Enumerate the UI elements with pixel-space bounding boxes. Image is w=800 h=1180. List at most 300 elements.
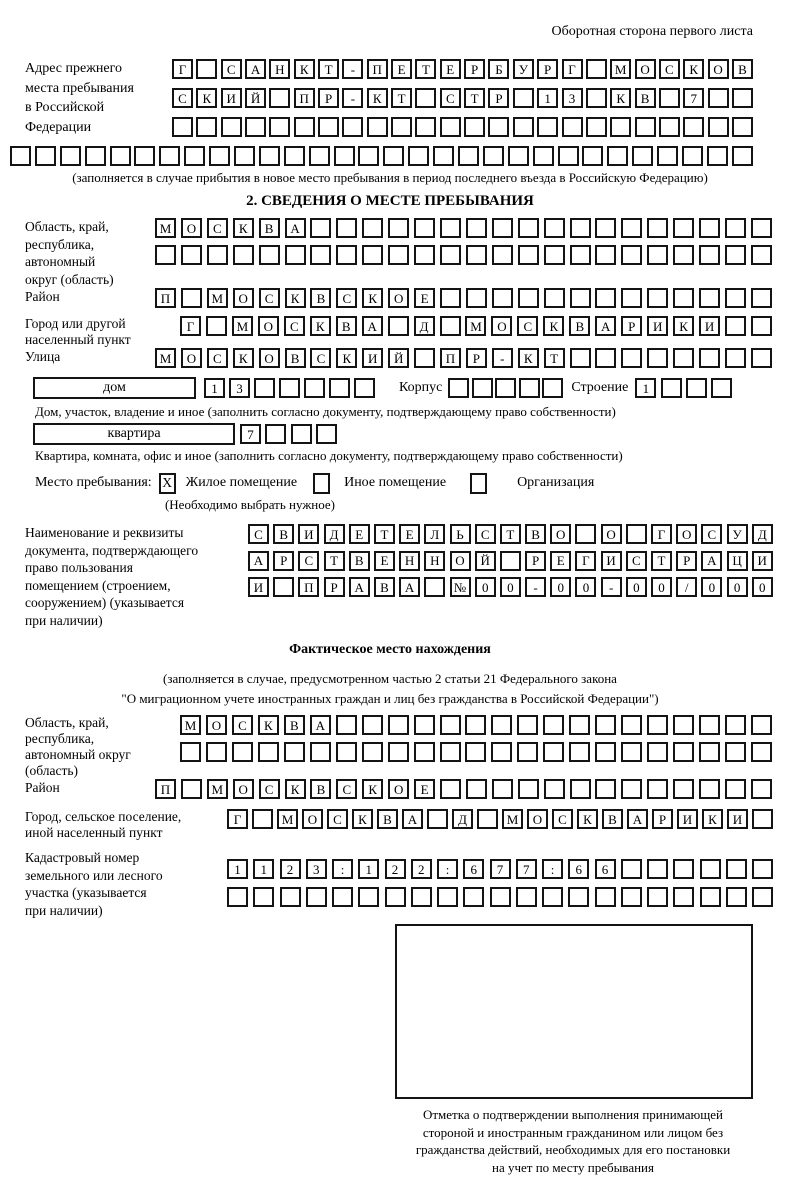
form-cell [699, 348, 720, 368]
form-cell [519, 378, 540, 398]
form-cell: Г [575, 551, 596, 571]
form-cell: О [450, 551, 471, 571]
form-cell: У [513, 59, 534, 79]
form-cell: К [683, 59, 704, 79]
form-cell: М [180, 715, 201, 735]
form-cell [626, 524, 647, 544]
form-cell [448, 378, 469, 398]
form-cell [155, 245, 176, 265]
form-cell [466, 218, 487, 238]
form-cell [732, 117, 753, 137]
form-cell: О [676, 524, 697, 544]
form-cell: Г [651, 524, 672, 544]
fact-city-block [0, 809, 800, 841]
form-cell [440, 288, 461, 308]
form-cell [647, 887, 668, 907]
form-cell [252, 809, 273, 829]
form-cell: И [362, 348, 383, 368]
form-cell [595, 288, 616, 308]
prev-address-label: Адрес прежнего места пребывания в Российской Федерации [25, 61, 134, 135]
form-cell [329, 378, 350, 398]
form-cell: Р [676, 551, 697, 571]
form-cell [336, 715, 357, 735]
form-cell [659, 88, 680, 108]
form-cell: Н [269, 59, 290, 79]
form-cell [543, 742, 564, 762]
form-cell [673, 859, 694, 879]
region-row-2 [155, 245, 772, 265]
form-cell [751, 742, 772, 762]
form-cell: Т [544, 348, 565, 368]
form-cell [227, 887, 248, 907]
form-cell: В [525, 524, 546, 544]
form-cell [458, 146, 479, 166]
form-cell [732, 88, 753, 108]
form-cell [336, 742, 357, 762]
form-cell: К [352, 809, 373, 829]
form-cell: К [196, 88, 217, 108]
form-cell [265, 424, 286, 444]
form-cell: Е [349, 524, 370, 544]
apartment-row [33, 423, 800, 445]
form-cell [751, 288, 772, 308]
form-cell [483, 146, 504, 166]
form-cell: - [342, 88, 363, 108]
form-cell: : [332, 859, 353, 879]
form-cell: 6 [463, 859, 484, 879]
form-cell [414, 348, 435, 368]
form-cell: И [677, 809, 698, 829]
region-block [0, 218, 800, 288]
form-cell: 1 [227, 859, 248, 879]
form-cell: : [542, 859, 563, 879]
form-cell: О [258, 316, 279, 336]
form-cell [661, 378, 682, 398]
form-cell: К [577, 809, 598, 829]
form-cell [492, 245, 513, 265]
form-cell [388, 218, 409, 238]
form-cell: - [525, 577, 546, 597]
cadastre-label: Кадастровый номер земельного или лесного участка (указывается при наличии) [25, 850, 163, 918]
form-cell [306, 887, 327, 907]
form-cell: А [248, 551, 269, 571]
form-cell [284, 146, 305, 166]
form-cell [582, 146, 603, 166]
form-cell [232, 742, 253, 762]
form-cell [492, 288, 513, 308]
form-cell [362, 218, 383, 238]
apartment-caption: Квартира, комната, офис и иное (заполнить согласно документу, подтверждающему право собственности) [35, 448, 623, 463]
form-cell: В [732, 59, 753, 79]
form-cell [725, 742, 746, 762]
form-cell: 7 [490, 859, 511, 879]
page-side-note: Оборотная сторона первого листа [551, 24, 753, 39]
checkbox-organization [470, 473, 487, 494]
form-cell: К [362, 288, 383, 308]
form-cell [517, 715, 538, 735]
form-cell: К [233, 218, 254, 238]
form-cell: А [701, 551, 722, 571]
form-cell [569, 742, 590, 762]
form-cell [408, 146, 429, 166]
form-cell [569, 715, 590, 735]
form-cell [518, 218, 539, 238]
form-cell [513, 117, 534, 137]
form-cell [440, 218, 461, 238]
form-cell [610, 117, 631, 137]
form-cell: О [259, 348, 280, 368]
form-cell: 0 [575, 577, 596, 597]
form-cell: А [349, 577, 370, 597]
form-cell [269, 88, 290, 108]
form-cell [621, 288, 642, 308]
form-cell: С [259, 779, 280, 799]
fact-region-grid [180, 715, 772, 762]
form-cell [542, 378, 563, 398]
form-cell [291, 424, 312, 444]
form-cell [595, 779, 616, 799]
form-cell [209, 146, 230, 166]
form-cell [647, 288, 668, 308]
form-cell: 2 [385, 859, 406, 879]
form-cell: - [492, 348, 513, 368]
form-cell [388, 245, 409, 265]
form-cell: С [221, 59, 242, 79]
form-cell [415, 117, 436, 137]
form-cell [752, 809, 773, 829]
prev-address-row-3 [172, 117, 753, 137]
form-cell [595, 245, 616, 265]
form-cell: М [207, 779, 228, 799]
form-cell [659, 117, 680, 137]
house-cells [204, 378, 375, 398]
form-cell [570, 348, 591, 368]
form-cell [562, 117, 583, 137]
form-cell: № [450, 577, 471, 597]
form-cell: В [349, 551, 370, 571]
form-cell: И [221, 88, 242, 108]
form-cell: О [233, 288, 254, 308]
form-cell [513, 88, 534, 108]
prev-address-row-2 [172, 88, 753, 108]
form-cell: С [310, 348, 331, 368]
form-cell: - [601, 577, 622, 597]
checkbox-living-quarters: X [159, 473, 176, 494]
form-cell: К [518, 348, 539, 368]
street-block [0, 348, 800, 368]
form-cell [595, 218, 616, 238]
form-cell [490, 887, 511, 907]
form-cell [332, 887, 353, 907]
form-cell [304, 378, 325, 398]
form-cell [700, 859, 721, 879]
form-cell: А [362, 316, 383, 336]
form-cell: 0 [500, 577, 521, 597]
form-cell: Г [180, 316, 201, 336]
form-cell: М [155, 348, 176, 368]
form-cell [751, 779, 772, 799]
form-cell: Т [391, 88, 412, 108]
form-cell [358, 146, 379, 166]
form-cell [466, 245, 487, 265]
form-cell: Й [475, 551, 496, 571]
form-cell [181, 779, 202, 799]
form-cell [342, 117, 363, 137]
form-cell: Л [424, 524, 445, 544]
prev-address-row-1 [172, 59, 753, 79]
form-cell [621, 245, 642, 265]
form-cell [383, 146, 404, 166]
stamp-box [395, 924, 753, 1099]
form-cell: А [402, 809, 423, 829]
form-cell [673, 348, 694, 368]
form-cell [259, 245, 280, 265]
form-cell: 1 [635, 378, 656, 398]
form-cell: Й [245, 88, 266, 108]
form-cell: С [327, 809, 348, 829]
form-cell: Г [562, 59, 583, 79]
house-caption: Дом, участок, владение и иное (заполнить согласно документу, подтверждающему право собственности) [35, 404, 616, 419]
form-cell: П [294, 88, 315, 108]
form-cell [673, 218, 694, 238]
form-cell: О [206, 715, 227, 735]
form-cell: О [601, 524, 622, 544]
form-cell: П [298, 577, 319, 597]
form-cell [518, 288, 539, 308]
form-cell [316, 424, 337, 444]
form-cell [586, 59, 607, 79]
form-cell: К [310, 316, 331, 336]
form-cell: В [374, 577, 395, 597]
form-cell [477, 809, 498, 829]
fact-district-block [0, 779, 800, 799]
form-cell: Т [374, 524, 395, 544]
form-cell: С [626, 551, 647, 571]
form-cell: 2 [411, 859, 432, 879]
fact-region-row-2 [180, 742, 772, 762]
fact-region-block [0, 715, 800, 779]
form-cell: В [602, 809, 623, 829]
section2-title: 2. СВЕДЕНИЯ О МЕСТЕ ПРЕБЫВАНИЯ [246, 193, 534, 209]
fact-district-row [155, 779, 772, 799]
form-cell [518, 779, 539, 799]
form-cell [440, 245, 461, 265]
form-cell: С [172, 88, 193, 108]
form-cell: С [232, 715, 253, 735]
form-cell [708, 88, 729, 108]
form-cell [440, 117, 461, 137]
fact-city-row [227, 809, 773, 829]
form-cell [310, 742, 331, 762]
form-cell [595, 742, 616, 762]
form-cell [621, 218, 642, 238]
form-cell: К [233, 348, 254, 368]
form-cell: К [285, 288, 306, 308]
form-cell: С [336, 779, 357, 799]
form-cell [463, 887, 484, 907]
form-cell: Н [424, 551, 445, 571]
form-cell [751, 715, 772, 735]
form-cell: И [601, 551, 622, 571]
form-cell [544, 288, 565, 308]
form-cell [518, 245, 539, 265]
form-cell [294, 117, 315, 137]
form-cell [543, 715, 564, 735]
form-cell: Р [464, 59, 485, 79]
form-cell [586, 117, 607, 137]
form-cell: Т [464, 88, 485, 108]
form-cell: Р [273, 551, 294, 571]
form-cell: С [207, 348, 228, 368]
form-cell: С [259, 288, 280, 308]
form-cell [647, 245, 668, 265]
form-cell: В [273, 524, 294, 544]
form-cell [391, 117, 412, 137]
form-cell: 0 [475, 577, 496, 597]
form-cell [544, 218, 565, 238]
form-cell: 7 [516, 859, 537, 879]
korpus-label: Корпус [399, 380, 443, 395]
form-cell: А [627, 809, 648, 829]
form-cell [411, 887, 432, 907]
form-cell [542, 887, 563, 907]
district-block [0, 288, 800, 308]
street-row [155, 348, 772, 368]
form-cell [682, 146, 703, 166]
district-row [155, 288, 772, 308]
form-cell [725, 288, 746, 308]
form-cell: С [440, 88, 461, 108]
stroenie-cells [635, 378, 732, 398]
form-cell [647, 715, 668, 735]
form-cell [285, 245, 306, 265]
form-cell [488, 117, 509, 137]
form-cell [388, 715, 409, 735]
form-cell [711, 378, 732, 398]
cadastre-grid [227, 859, 773, 907]
form-cell [537, 117, 558, 137]
prev-address-block [0, 59, 800, 137]
form-cell [414, 742, 435, 762]
form-cell [464, 117, 485, 137]
form-cell: М [610, 59, 631, 79]
form-cell: О [491, 316, 512, 336]
form-cell [699, 288, 720, 308]
form-cell [568, 887, 589, 907]
form-cell: К [543, 316, 564, 336]
form-cell [544, 245, 565, 265]
form-cell: В [310, 779, 331, 799]
form-cell [621, 859, 642, 879]
fact-note-line2: "О миграционном учете иностранных граждан и лиц без гражданства в Российской Федерации") [121, 691, 659, 706]
form-cell: Р [621, 316, 642, 336]
form-cell [725, 715, 746, 735]
form-cell [181, 245, 202, 265]
form-cell: Г [172, 59, 193, 79]
form-cell [184, 146, 205, 166]
form-cell: Н [399, 551, 420, 571]
form-cell [433, 146, 454, 166]
ownership-doc-row-3 [248, 577, 773, 597]
form-cell: А [245, 59, 266, 79]
prev-address-row-4 [10, 146, 753, 166]
fact-district-label: Район [25, 780, 60, 795]
form-cell [725, 348, 746, 368]
form-cell: О [233, 779, 254, 799]
ownership-doc-grid [248, 524, 773, 597]
form-cell [558, 146, 579, 166]
form-cell: 1 [204, 378, 225, 398]
form-cell [269, 117, 290, 137]
form-cell: В [285, 348, 306, 368]
form-cell: 6 [595, 859, 616, 879]
form-cell [414, 218, 435, 238]
form-cell [508, 146, 529, 166]
form-cell [647, 348, 668, 368]
form-cell [647, 218, 668, 238]
form-cell: М [155, 218, 176, 238]
form-cell [310, 218, 331, 238]
checkbox-other-premises [313, 473, 330, 494]
form-cell: И [699, 316, 720, 336]
form-cell: 7 [683, 88, 704, 108]
form-cell: Р [525, 551, 546, 571]
form-cell [440, 715, 461, 735]
form-cell: И [647, 316, 668, 336]
cadastre-row-1 [227, 859, 773, 879]
form-cell: М [465, 316, 486, 336]
form-cell [752, 859, 773, 879]
form-cell [245, 117, 266, 137]
form-cell [206, 316, 227, 336]
form-cell [647, 779, 668, 799]
form-cell: Б [488, 59, 509, 79]
form-cell: 1 [537, 88, 558, 108]
form-cell: С [248, 524, 269, 544]
form-cell [621, 715, 642, 735]
form-cell [699, 779, 720, 799]
form-cell [492, 779, 513, 799]
form-cell: 2 [280, 859, 301, 879]
form-cell: О [708, 59, 729, 79]
region-label: Область, край, республика, автономный округ (область) [25, 219, 114, 287]
form-cell [388, 742, 409, 762]
form-cell: 0 [626, 577, 647, 597]
form-cell [725, 218, 746, 238]
form-cell: В [284, 715, 305, 735]
form-cell [196, 117, 217, 137]
form-cell [732, 146, 753, 166]
form-cell [465, 715, 486, 735]
cadastre-block [0, 849, 800, 919]
form-cell: 6 [568, 859, 589, 879]
form-cell: Ь [450, 524, 471, 544]
form-cell: Д [414, 316, 435, 336]
form-cell: / [676, 577, 697, 597]
form-cell [683, 117, 704, 137]
form-cell: И [248, 577, 269, 597]
stay-type-note: (Необходимо выбрать нужное) [164, 497, 336, 512]
form-cell: У [727, 524, 748, 544]
form-cell [752, 887, 773, 907]
form-cell: П [155, 288, 176, 308]
form-cell [415, 88, 436, 108]
ownership-doc-row-2 [248, 551, 773, 571]
form-cell: К [610, 88, 631, 108]
form-cell: К [294, 59, 315, 79]
form-cell: Т [415, 59, 436, 79]
form-cell [110, 146, 131, 166]
